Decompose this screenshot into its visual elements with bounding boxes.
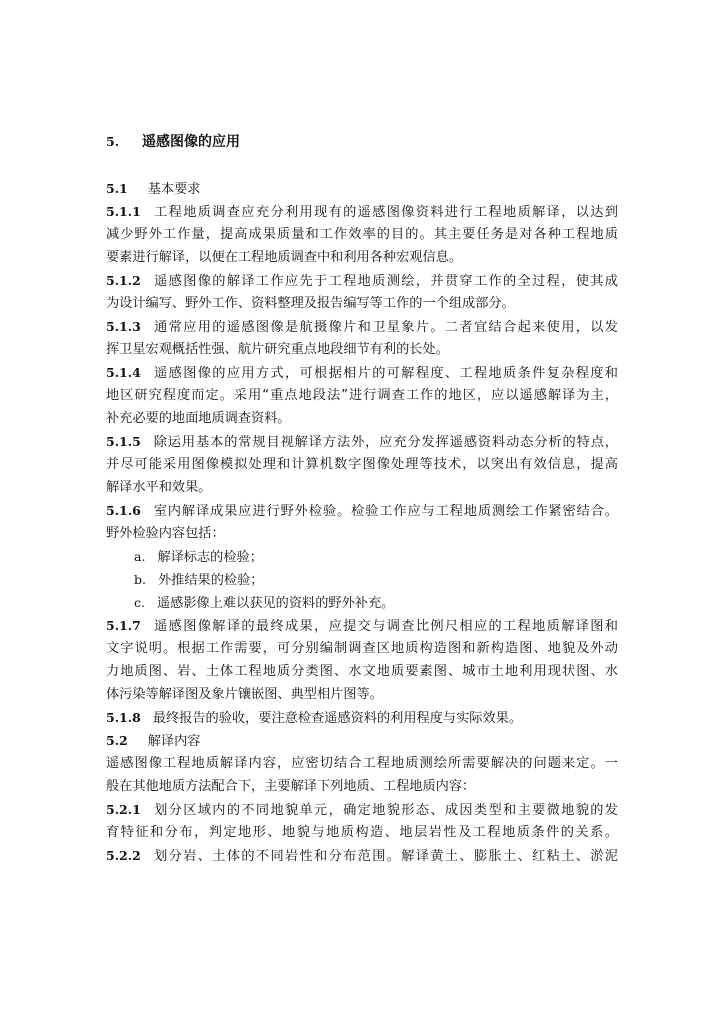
- clause-5-1-2-line-2: 为设计编写、野外工作、资料整理及报告编写等工作的一个组成部分。: [106, 296, 515, 311]
- clause-5-1-8-line-1: [106, 706, 618, 729]
- list-item-text: 遥感影像上难以获见的资料的野外补充。: [156, 596, 395, 611]
- clause-number: 5.1: [106, 181, 128, 196]
- list-item-letter: a.: [134, 549, 146, 564]
- list-item: [106, 591, 618, 614]
- clause-5-1-7-line-3: 力地质图、岩、土体工程地质分类图、水文地质要素图、城市土地利用现状图、水: [106, 664, 618, 679]
- clause-text: 室内解译成果应进行野外检验。检验工作应与工程地质测绘工作紧密结合。: [152, 504, 618, 519]
- list-item-letter: b.: [134, 572, 146, 587]
- clause-number: 5.1.2: [106, 273, 141, 288]
- clause-5-1-6-line-2: 野外检验内容包括：: [106, 526, 225, 541]
- clause-5-1-5-line-3: 解译水平和效果。: [106, 480, 212, 495]
- clause-number: 5.2.2: [106, 848, 141, 863]
- clause-5-1-1-line-2: 减少野外工作量，提高成果质量和工作效率的目的。其主要任务是对各种工程地质: [106, 227, 618, 242]
- clause-text: 遥感图像的解译工作应先于工程地质测绘，并贯穿工作的全过程，使其成: [152, 274, 618, 289]
- clause-number: 5.1.5: [106, 434, 141, 449]
- clause-5-1-1-line-1: [106, 200, 618, 223]
- document-body: [106, 131, 618, 867]
- subsection-heading-5-1: [106, 177, 618, 200]
- clause-text: 遥感图像的应用方式，可根据相片的可解程度、工程地质条件复杂程度和: [152, 366, 618, 381]
- clause-number: 5.1.3: [106, 319, 141, 334]
- clause-5-1-7-line-4: 体污染等解译图及象片镶嵌图、典型相片图等。: [106, 687, 383, 702]
- clause-number: 5.1.1: [106, 204, 141, 219]
- clause-5-2-1-line-2: 育特征和分布，判定地形、地貌与地质构造、地层岩性及工程地质条件的关系。: [106, 825, 618, 840]
- clause-5-1-5-line-2: 并尽可能采用图像模拟处理和计算机数字图像处理等技术，以突出有效信息，提高: [106, 457, 618, 472]
- clause-text: 通常应用的遥感图像是航摄像片和卫星象片。二者宜结合起来使用，以发: [152, 320, 618, 335]
- section-number: 5.: [106, 134, 120, 149]
- subsection-title: 解译内容: [147, 734, 201, 749]
- clause-number: 5.2.1: [106, 802, 141, 817]
- clause-5-1-4-line-1: [106, 361, 618, 384]
- clause-5-2-1-line-1: [106, 798, 618, 821]
- clause-text: 划分岩、土体的不同岩性和分布范围。解译黄土、膨胀土、红粘土、淤泥: [152, 849, 618, 864]
- subsection-heading-5-2: [106, 729, 618, 752]
- subsection-title: 基本要求: [147, 182, 201, 197]
- list-item-letter: c.: [134, 595, 145, 610]
- clause-5-1-7-line-2: 文字说明。根据工作需要，可分别编制调查区地质构造图和新构造图、地貌及外动: [106, 641, 618, 656]
- section-5-2-intro-line-1: 遥感图像工程地质解译内容，应密切结合工程地质测绘所需要解决的问题来定。一: [106, 756, 618, 771]
- clause-5-1-3-line-1: [106, 315, 618, 338]
- clause-text: 除运用基本的常规目视解译方法外，应充分发挥遥感资料动态分析的特点，: [152, 435, 618, 450]
- list-item-text: 解译标志的检验；: [157, 550, 263, 565]
- list-item-text: 外推结果的检验；: [157, 573, 264, 588]
- clause-number: 5.1.6: [106, 503, 141, 518]
- list-item: [106, 545, 618, 568]
- clause-5-1-6-line-1: [106, 499, 618, 522]
- clause-5-2-2-line-1: [106, 844, 618, 867]
- clause-5-1-4-line-2: 地区研究程度而定。采用“重点地段法”进行调查工作的地区，应以遥感解译为主，: [106, 388, 618, 403]
- clause-5-1-4-line-3: 补充必要的地面地质调查资料。: [106, 411, 291, 426]
- clause-5-1-2-line-1: [106, 269, 618, 292]
- clause-number: 5.1.4: [106, 365, 141, 380]
- clause-text: 工程地质调查应充分利用现有的遥感图像资料进行工程地质解译，以达到: [152, 205, 618, 220]
- clause-5-1-5-line-1: [106, 430, 618, 453]
- clause-number: 5.1.7: [106, 618, 141, 633]
- clause-5-1-7-line-1: [106, 614, 618, 637]
- clause-text: 遥感图像解译的最终成果，应提交与调查比例尺相应的工程地质解译图和: [152, 619, 618, 634]
- clause-text: 最终报告的验收，要注意检查遥感资料的利用程度与实际效果。: [152, 711, 523, 726]
- clause-number: 5.2: [106, 733, 128, 748]
- clause-text: 划分区域内的不同地貌单元，确定地貌形态、成因类型和主要微地貌的发: [152, 803, 618, 818]
- section-5-2-intro-line-2: 般在其他地质方法配合下，主要解译下列地质、工程地质内容：: [106, 779, 476, 794]
- clause-5-1-3-line-2: 挥卫星宏观概括性强、航片研究重点地段细节有利的长处。: [106, 342, 449, 357]
- list-item: [106, 568, 618, 591]
- section-heading: [106, 131, 618, 153]
- clause-5-1-1-line-3: 要素进行解译，以便在工程地质调查中和利用各种宏观信息。: [106, 250, 463, 265]
- clause-number: 5.1.8: [106, 710, 141, 725]
- section-title: 遥感图像的应用: [142, 134, 240, 150]
